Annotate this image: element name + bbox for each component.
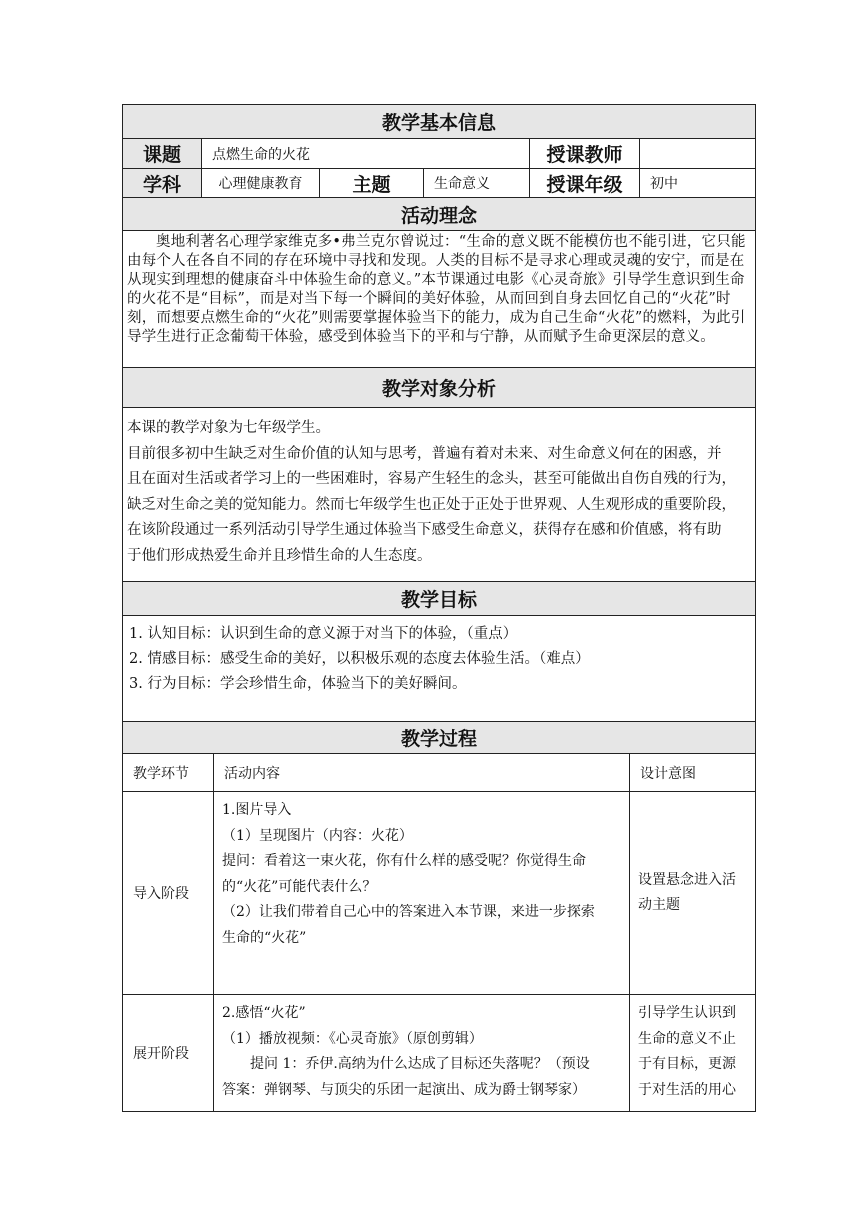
- intent-line: 动主题: [638, 897, 680, 913]
- content-line: （1）播放视频：《心灵奇旅》（原创剪辑）: [222, 1030, 483, 1047]
- goals-body: [122, 615, 756, 721]
- goals-title: 教学目标: [400, 589, 477, 611]
- concept-paragraph: 奥地利著名心理学家维克多•弗兰克尔曾说过：“生命的意义既不能模仿也不能引进，它只能由每个人在各自不同的存在环境中寻找和发现。人类的目标不是寻求心理或灵魂的安宁，而是在从现实到理想的健康奋斗中体验生命的意义。”本节课通过电影《心灵奇旅》引导学生意识到生命的火花不是“目标”，而是对当下每一个瞬间的美好体验，从而回到自身去回忆自己的“火花”时刻，而想要点燃生命的“火花”则需要掌握体验当下的能力，成为自己生命“火花”的燃料，为此引导学生进行正念葡萄干体验，感受到体验当下的平和与宁静，从而赋予生命更深层的意义。: [127, 234, 746, 345]
- stage-cell: 展开阶段: [133, 1046, 189, 1062]
- content-line: 1.图片导入: [222, 802, 292, 818]
- goal-item: 1. 认知目标：认识到生命的意义源于对当下的体验，（重点）: [129, 626, 518, 642]
- teacher-value: [639, 139, 757, 168]
- goals-header: [122, 581, 756, 615]
- topic-row: [122, 138, 756, 168]
- intent-line: 引导学生认识到: [638, 1005, 736, 1021]
- analysis-line: 目前很多初中生缺乏对生命价值的认知与思考，普遍有着对未来、对生命意义何在的困惑，并: [127, 445, 722, 462]
- table-bottom-border: [122, 1111, 756, 1112]
- intent-line: 设置悬念进入活: [638, 871, 736, 888]
- theme-label: 主题: [319, 169, 423, 197]
- intent-line: 于对生活的用心: [638, 1081, 736, 1098]
- process-row: [122, 994, 756, 1111]
- content-line: 答案：弹钢琴、与顶尖的乐团一起演出、成为爵士钢琴家）: [222, 1081, 586, 1098]
- col-stage-header: 教学环节: [133, 765, 189, 782]
- grade-value: 初中: [639, 169, 757, 197]
- analysis-line: 在该阶段通过一系列活动引导学生通过体验当下感受生命意义，获得存在感和价值感，将有助: [127, 522, 722, 538]
- analysis-line: 本课的教学对象为七年级学生。: [127, 420, 330, 436]
- content-line: 2.感悟“火花”: [222, 1005, 306, 1021]
- intent-line: 生命的意义不止: [638, 1030, 736, 1047]
- analysis-line: 缺乏对生命之美的觉知能力。然而七年级学生也正处于正处于世界观、人生观形成的重要阶段，: [127, 496, 736, 513]
- intent-line: 于有目标，更源: [638, 1056, 736, 1072]
- content-line: （2）让我们带着自己心中的答案进入本节课，来进一步探索: [222, 904, 595, 920]
- content-line: 生命的“火花”: [222, 929, 307, 946]
- content-line: 提问：看着这一束火花，你有什么样的感受呢？你觉得生命: [222, 853, 586, 869]
- goal-item: 3. 行为目标：学会珍惜生命，体验当下的美好瞬间。: [129, 676, 467, 692]
- teacher-label: 授课教师: [529, 139, 639, 168]
- theme-value: 生命意义: [423, 169, 529, 197]
- concept-title: 活动理念: [400, 204, 477, 227]
- intent-cell: [629, 792, 757, 994]
- analysis-title: 教学对象分析: [381, 378, 496, 400]
- subject-label: 学科: [123, 169, 201, 197]
- intent-cell: [629, 995, 757, 1111]
- process-title: 教学过程: [400, 728, 477, 750]
- content-cell: [213, 995, 629, 1111]
- content-cell: [213, 792, 629, 994]
- concept-body: [122, 230, 756, 367]
- topic-label: 课题: [123, 139, 201, 168]
- basic-info-title: 教学基本信息: [381, 112, 496, 134]
- topic-value: 点燃生命的火花: [201, 139, 529, 168]
- subject-value: 心理健康教育: [201, 169, 319, 197]
- basic-info-header: [122, 104, 756, 138]
- content-line: （1）呈现图片（内容：火花）: [222, 827, 413, 844]
- analysis-line: 且在面对生活或者学习上的一些困难时，容易产生轻生的念头，甚至可能做出自伤自残的行为，: [127, 471, 736, 487]
- analysis-paragraph: [123, 408, 755, 569]
- analysis-line: 于他们形成热爱生命并且珍惜生命的人生态度。: [127, 547, 432, 564]
- concept-header: [122, 197, 756, 230]
- grade-label: 授课年级: [529, 169, 639, 197]
- analysis-body: [122, 407, 756, 581]
- process-row: [122, 791, 756, 994]
- stage-cell: 导入阶段: [133, 886, 189, 902]
- content-line: 提问 1：乔伊.高纳为什么达成了目标还失落呢？（预设: [250, 1056, 590, 1072]
- goals-list: [123, 616, 755, 697]
- goal-item: 2. 情感目标：感受生命的美好，以积极乐观的态度去体验生活。（难点）: [129, 651, 590, 667]
- content-line: 的“火花”可能代表什么？: [222, 878, 377, 895]
- process-header: [122, 721, 756, 753]
- process-col-headers: [122, 753, 756, 791]
- col-intent-header: 设计意图: [629, 754, 757, 791]
- col-content-header: 活动内容: [213, 754, 629, 791]
- analysis-header: [122, 367, 756, 407]
- subject-row: [122, 168, 756, 197]
